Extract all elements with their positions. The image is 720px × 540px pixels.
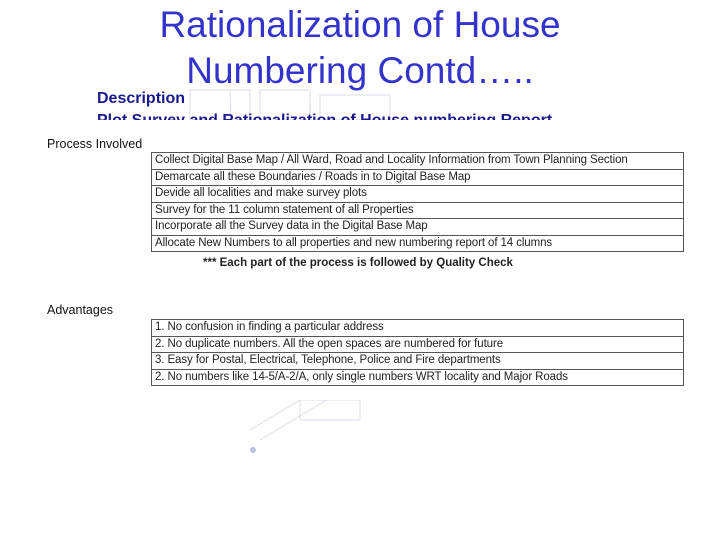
process-step: Allocate New Numbers to all properties and new numbering report of 14 clumns [152,235,684,252]
table-row [152,320,684,337]
advantage-item: 3. Easy for Postal, Electrical, Telephone, Police and Fire departments [152,353,684,370]
table-row [152,369,684,386]
advantages-label: Advantages [47,303,114,317]
process-table [151,152,684,252]
process-step: Incorporate all the Survey data in the Digital Base Map [152,219,684,236]
slide-title: Rationalization of House Numbering Contd….. [159,4,561,91]
process-label: Process Involved [47,137,143,151]
table-row [152,219,684,236]
advantage-item: 1. No confusion in finding a particular address [152,320,684,337]
process-step: Survey for the 11 column statement of all Properties [152,202,684,219]
process-step: Demarcate all these Boundaries / Roads in to Digital Base Map [152,169,684,186]
table-row [152,186,684,203]
table-row [152,235,684,252]
table-row [152,353,684,370]
advantages-table [151,319,684,386]
subtitle: Description [97,90,186,107]
subtitle-cut-line [97,112,552,120]
advantage-item: 2. No duplicate numbers. All the open spaces are numbered for future [152,336,684,353]
advantage-item: 2. No numbers like 14-5/A-2/A, only single numbers WRT locality and Major Roads [152,369,684,386]
process-step: Collect Digital Base Map / All Ward, Road and Locality Information from Town Planning Section [152,153,684,170]
table-row [152,169,684,186]
table-row [152,202,684,219]
table-row [152,336,684,353]
quality-check-note: *** Each part of the process is followed by Quality Check [203,257,513,269]
process-step: Devide all localities and make survey plots [152,186,684,203]
table-row [152,153,684,170]
